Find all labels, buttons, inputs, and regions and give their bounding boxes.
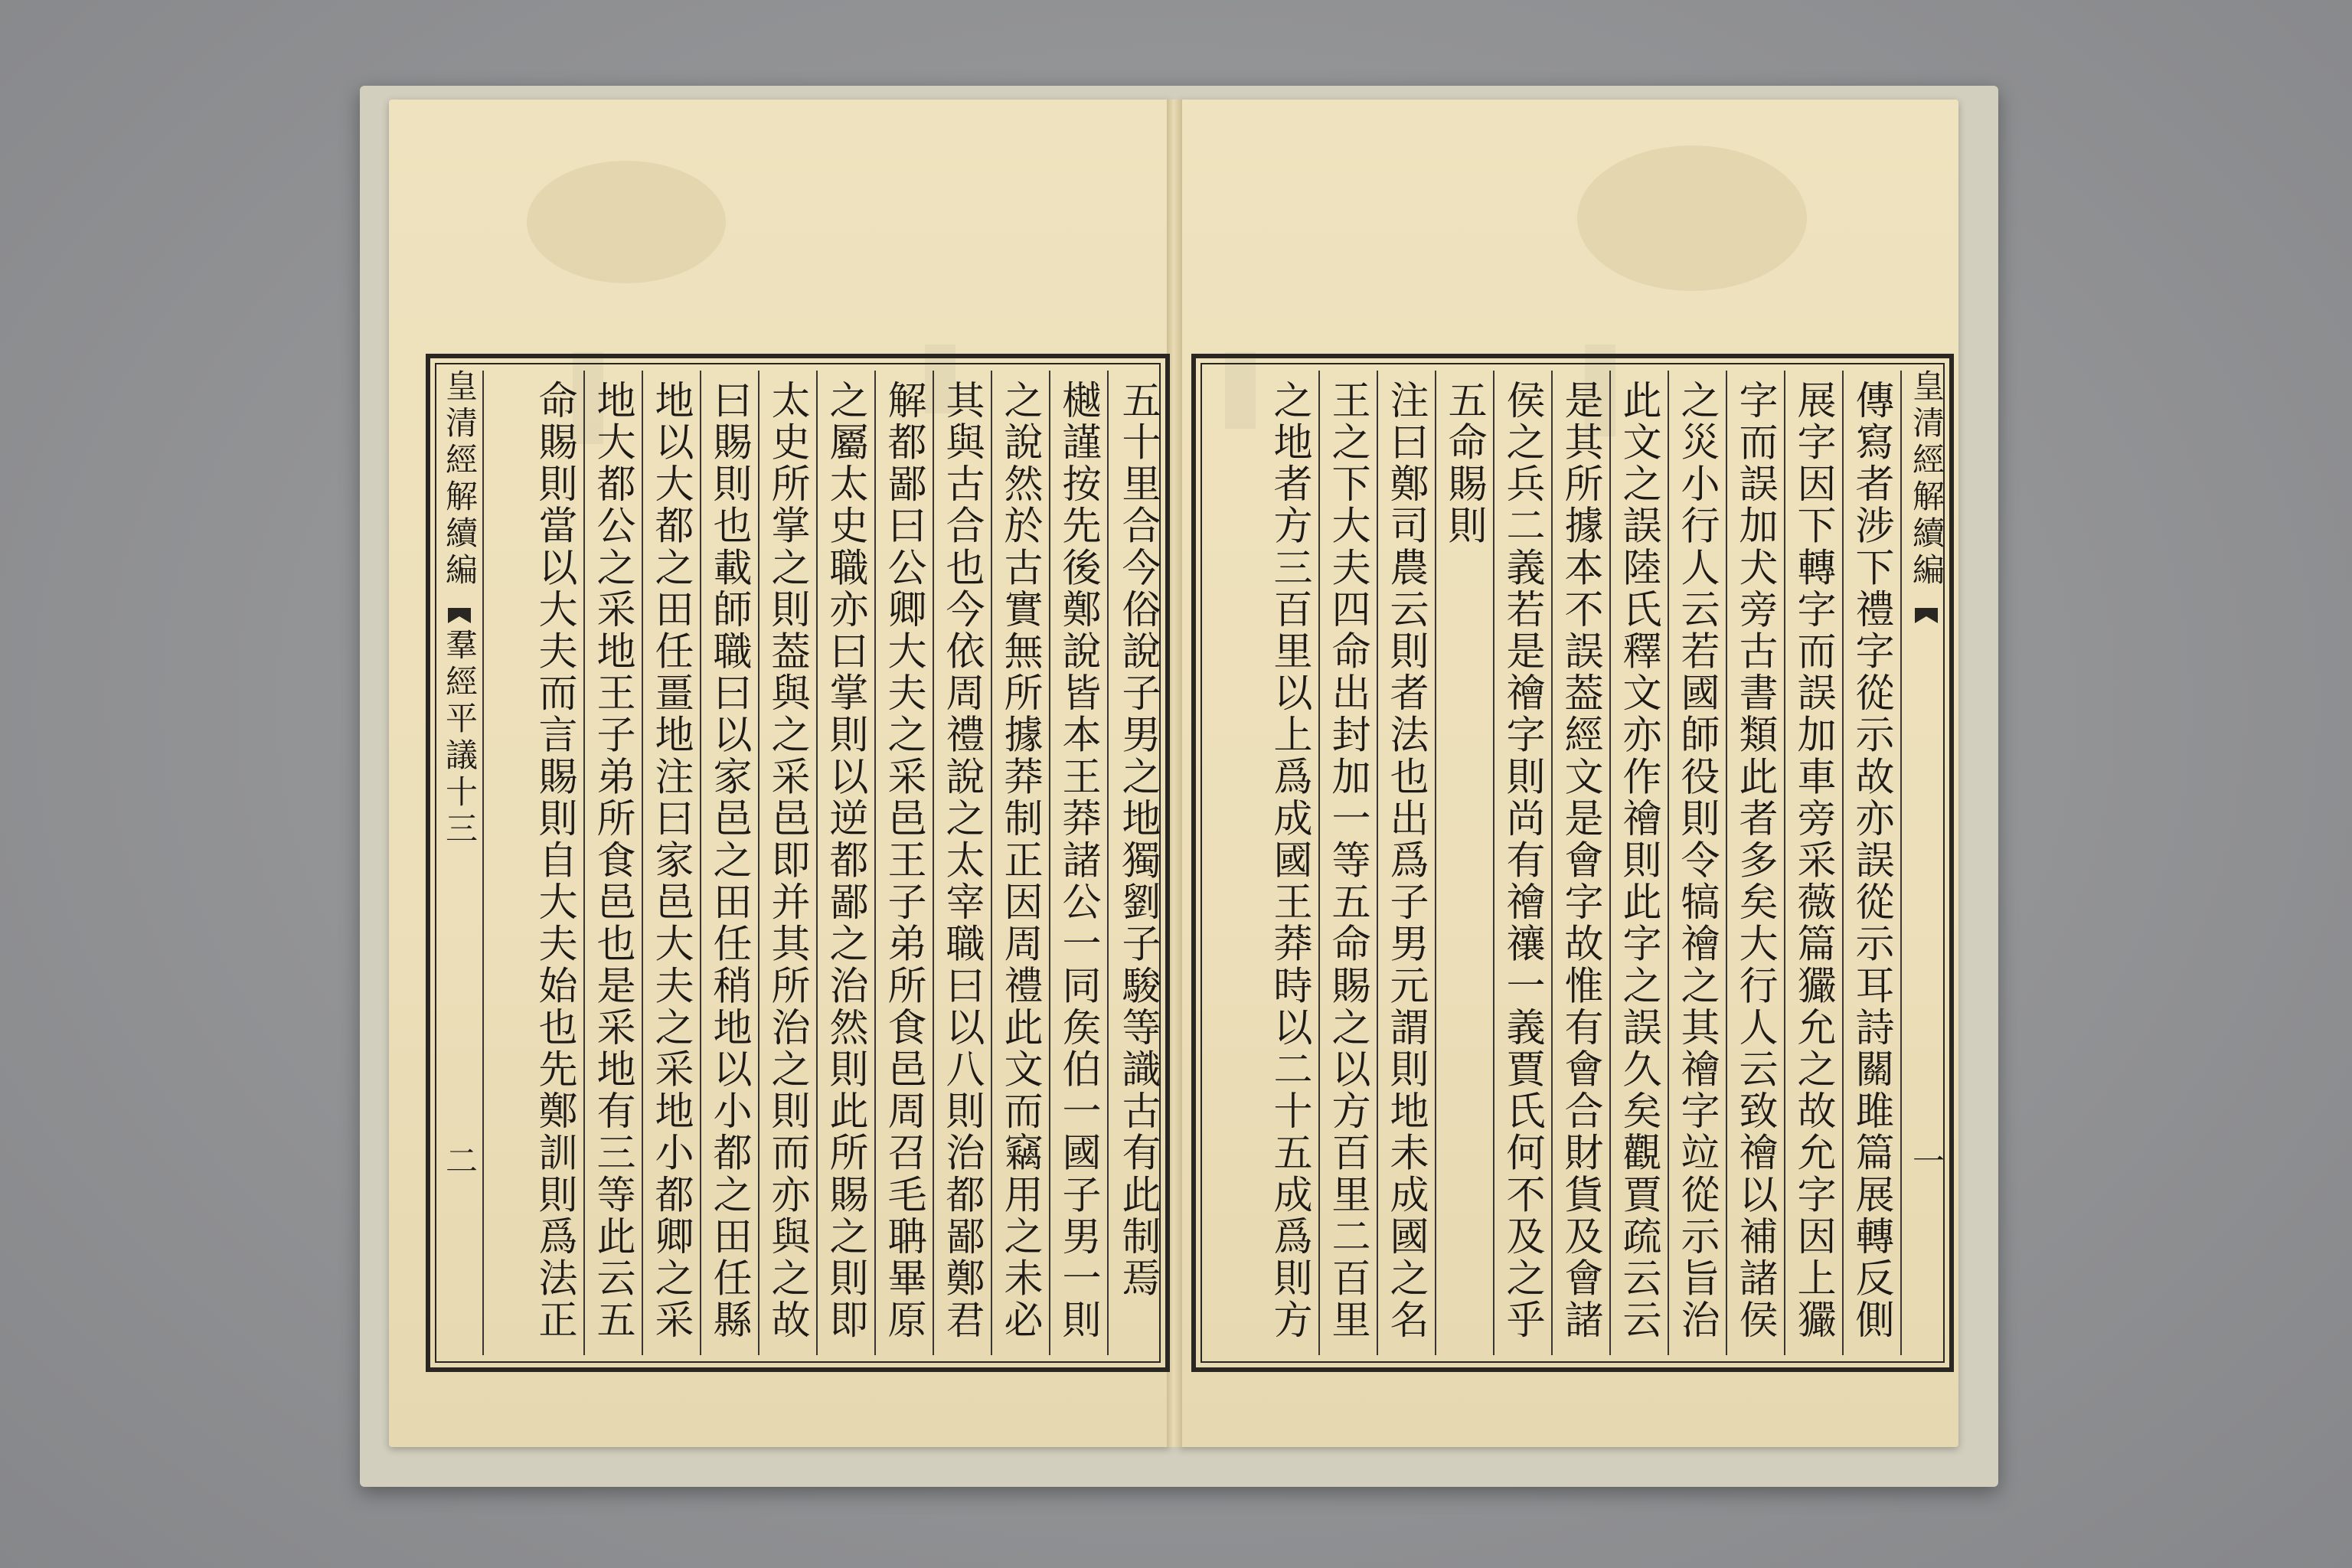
fishtail-mark (1915, 608, 1938, 623)
left-page-text-frame (426, 354, 1170, 1372)
text-column-8: 曰賜則也載師職曰以家邑之田任稍地以小都之田任縣 (706, 380, 751, 1341)
column-rule (1668, 371, 1669, 1355)
text-column-3: 之說然於古實無所據莽制正因周禮此文而竊用之未必 (997, 380, 1042, 1341)
column-rule (933, 371, 934, 1355)
column-rule (482, 371, 484, 1355)
text-column-4: 其與古合也今依周禮說之太宰職曰以八則治都鄙鄭君 (939, 380, 984, 1341)
column-rule (1318, 371, 1320, 1355)
column-rule (874, 371, 876, 1355)
column-rule (1377, 371, 1378, 1355)
paper-stain (1577, 145, 1807, 291)
text-column-11: 命賜則當以大夫而言賜則自大夫始也先鄭訓則爲法正 (531, 380, 577, 1341)
text-column-2: 展字因下轉字而誤加車旁采薇篇玁允之故允字因上玁 (1790, 380, 1835, 1341)
column-rule (1107, 371, 1109, 1355)
column-rule (1435, 371, 1436, 1355)
text-column-6: 是其所據本不誤葢經文是會字故惟有會合財貨及會諸 (1557, 380, 1602, 1341)
right-page-center-title: 皇清經解續編 (1908, 369, 1945, 590)
text-column-5: 解都鄙曰公卿大夫之采邑王子弟所食邑周召毛聃畢原 (880, 380, 926, 1341)
text-column-6: 之屬太史職亦曰掌則以逆都鄙之治然則此所賜之則即 (822, 380, 867, 1341)
text-column-5: 此文之誤陸氏釋文亦作禬則此字之誤久矣觀賈疏云云 (1615, 380, 1661, 1341)
column-rule (816, 371, 818, 1355)
column-rule (991, 371, 992, 1355)
inner-border (435, 363, 1161, 1363)
text-column-1: 五十里合今俗說子男之地獨劉子駿等識古有此制焉 (1115, 380, 1160, 1300)
text-column-4: 之災小行人云若國師役則令犒禬之其禬字竝從示旨治 (1674, 380, 1719, 1341)
text-column-9: 地以大都之田任畺地注曰家邑大夫之采地小都卿之采 (648, 380, 693, 1341)
text-column-8: 五命賜則 (1441, 380, 1486, 547)
text-column-7: 侯之兵二義若是禬字則尚有禬禳一義賈氏何不及之乎 (1499, 380, 1544, 1341)
column-rule (1551, 371, 1553, 1355)
column-rule (1842, 371, 1844, 1355)
left-page-center-subtitle: 羣經平議十三 (441, 628, 479, 848)
right-page-folio: 一 (1908, 1144, 1945, 1176)
text-column-9: 注曰鄭司農云則者法也出爲子男元謂則地未成國之名 (1383, 380, 1428, 1341)
column-rule (642, 371, 643, 1355)
text-column-3: 字而誤加犬旁古書類此者多矣大行人云致禬以補諸侯 (1732, 380, 1777, 1341)
column-rule (583, 371, 585, 1355)
text-column-1: 傳寫者涉下禮字從示故亦誤從示耳詩關雎篇展轉反側 (1848, 380, 1893, 1341)
left-page-center-title: 皇清經解續編 (441, 369, 479, 590)
paper-stain (527, 161, 726, 283)
column-rule (700, 371, 701, 1355)
left-page-folio: 二 (441, 1144, 479, 1176)
fishtail-mark (448, 608, 471, 623)
text-column-11: 之地者方三百里以上爲成國王莽時以二十五成爲則方 (1266, 380, 1312, 1341)
column-rule (1784, 371, 1785, 1355)
right-page-text-frame (1191, 354, 1954, 1372)
column-rule (1049, 371, 1050, 1355)
text-column-10: 王之下大夫四命出封加一等五命賜之以方百里二百里 (1325, 380, 1370, 1341)
text-column-10: 地大都公之采地王子弟所食邑也是采地有三等此云五 (590, 380, 635, 1341)
column-rule (1726, 371, 1727, 1355)
column-rule (1900, 371, 1902, 1355)
column-rule (1493, 371, 1494, 1355)
column-rule (758, 371, 760, 1355)
text-column-2: 樾謹按先後鄭說皆本王莽諸公一同矦伯一國子男一則 (1055, 380, 1100, 1341)
text-column-7: 太史所掌之則葢與之采邑即并其所治之則而亦與之故 (764, 380, 809, 1341)
column-rule (1609, 371, 1611, 1355)
inner-border (1200, 363, 1945, 1363)
